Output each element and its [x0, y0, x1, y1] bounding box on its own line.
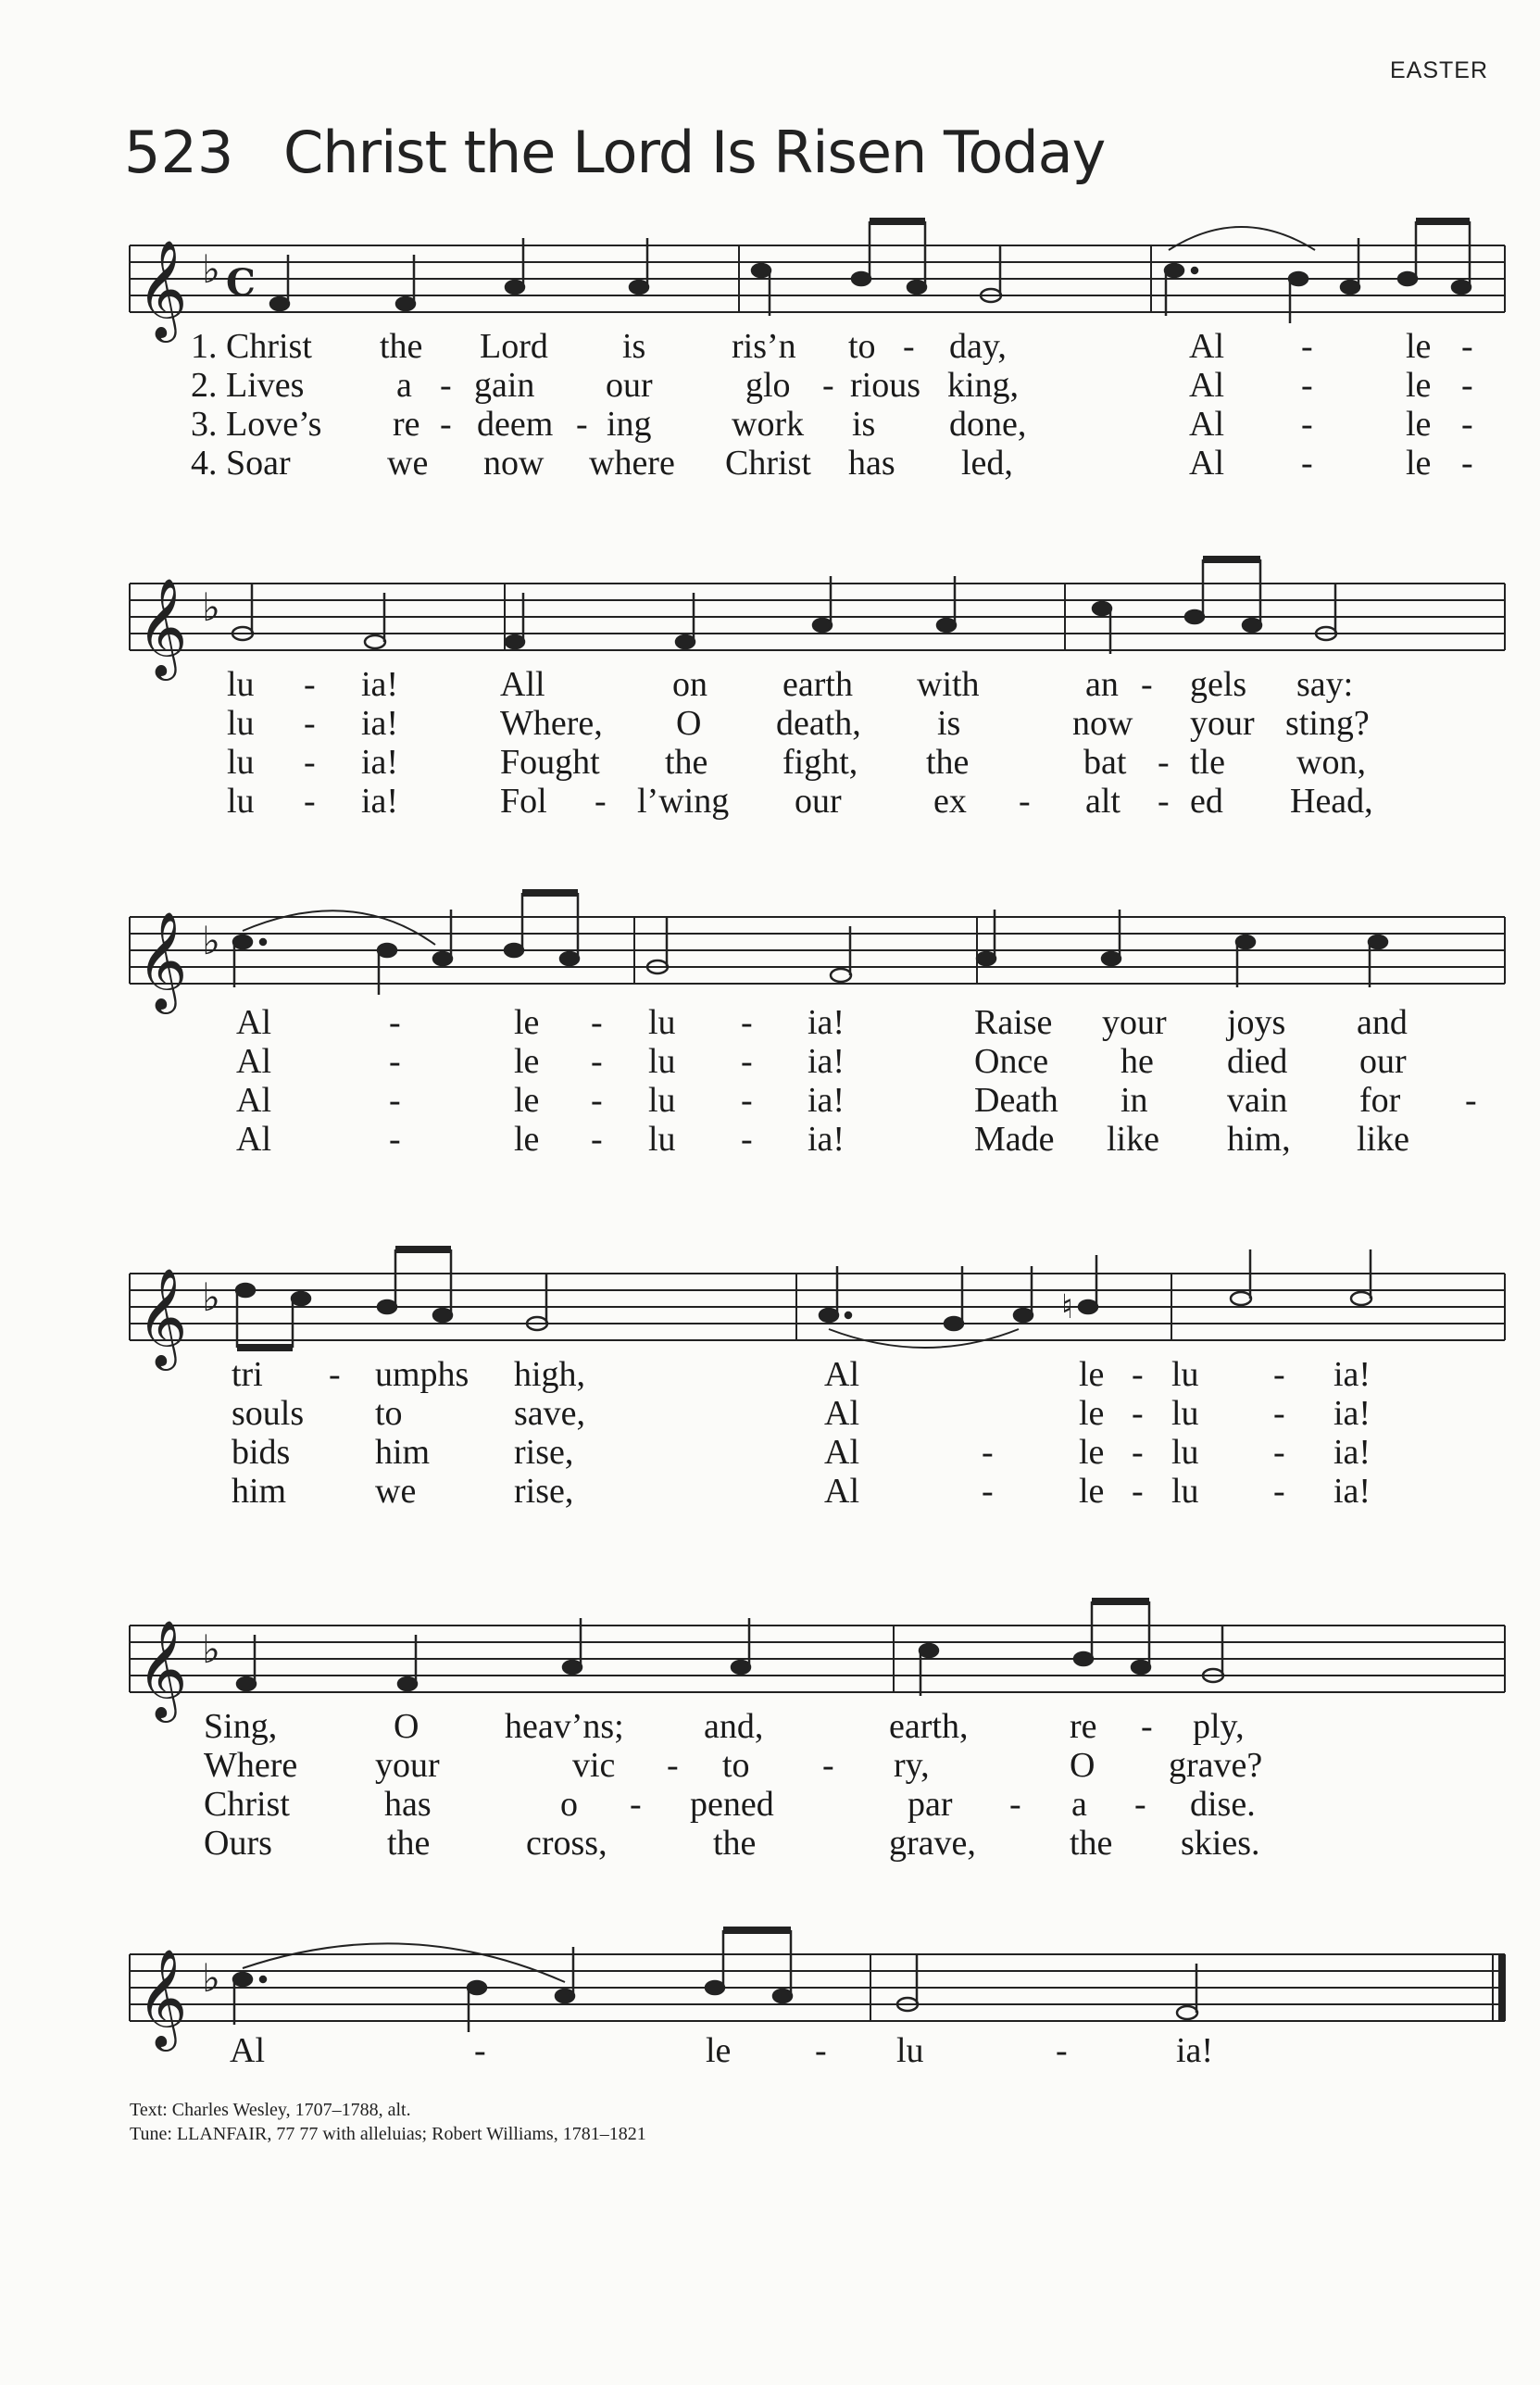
lyric-syllable: ia! — [808, 1120, 845, 1159]
lyric-syllable: ia! — [808, 1081, 845, 1120]
lyric-syllable: O — [394, 1707, 419, 1746]
lyric-syllable: le — [1406, 405, 1432, 444]
lyric-syllable: high, — [514, 1355, 586, 1394]
lyric-syllable: Raise — [974, 1003, 1053, 1042]
lyric-syllable: Made — [974, 1120, 1055, 1159]
lyric-syllable: - — [1132, 1355, 1144, 1394]
lyric-syllable: a — [396, 366, 412, 405]
lyric-syllable: 3. Love’s — [191, 405, 322, 444]
lyric-syllable: Al — [1189, 405, 1224, 444]
lyric-syllable: lu — [1171, 1394, 1199, 1433]
svg-text:♭: ♭ — [202, 918, 220, 963]
lyric-syllable: Al — [236, 1081, 271, 1120]
lyric-syllable: 1. Christ — [191, 327, 312, 366]
lyric-syllable: le — [1406, 366, 1432, 405]
svg-text:♭: ♭ — [202, 1626, 220, 1672]
lyric-syllable: to — [722, 1746, 750, 1785]
lyric-syllable: ry, — [894, 1746, 930, 1785]
lyric-syllable: lu — [227, 782, 255, 821]
lyric-syllable: 2. Lives — [191, 366, 305, 405]
lyric-syllable: on — [672, 665, 707, 704]
lyric-syllable: - — [1273, 1472, 1285, 1511]
lyric-syllable: ply, — [1193, 1707, 1245, 1746]
lyric-syllable: work — [732, 405, 805, 444]
lyric-syllable: le — [706, 2031, 732, 2070]
lyric-syllable: le — [1406, 444, 1432, 483]
lyric-syllable: like — [1357, 1120, 1409, 1159]
lyric-syllable: - — [982, 1472, 994, 1511]
hymn-credits — [130, 2098, 646, 2146]
lyric-syllable: ia! — [361, 665, 399, 704]
hymn-title: Christ the Lord Is Risen Today — [283, 119, 1106, 186]
lyric-syllable: ia! — [361, 743, 399, 782]
lyric-syllable: - — [1461, 405, 1473, 444]
lyric-syllable: - — [1132, 1394, 1144, 1433]
lyric-syllable: le — [514, 1042, 540, 1081]
lyric-syllable: and, — [704, 1707, 764, 1746]
lyric-syllable: souls — [232, 1394, 305, 1433]
svg-text:𝄞: 𝄞 — [137, 910, 188, 1010]
lyric-syllable: your — [1190, 704, 1255, 743]
lyric-syllable: 4. Soar — [191, 444, 291, 483]
lyric-syllable: fight, — [783, 743, 858, 782]
lyric-syllable: o — [560, 1785, 578, 1824]
lyric-syllable: has — [384, 1785, 432, 1824]
lyric-syllable: like — [1107, 1120, 1159, 1159]
lyric-syllable: - — [1273, 1433, 1285, 1472]
section-label: EASTER — [1389, 57, 1488, 83]
lyric-syllable: skies. — [1181, 1824, 1260, 1863]
lyric-syllable: - — [1132, 1433, 1144, 1472]
lyric-syllable: - — [630, 1785, 642, 1824]
svg-text:♮: ♮ — [1061, 1288, 1073, 1326]
lyric-syllable: rise, — [514, 1472, 574, 1511]
lyric-syllable: where — [589, 444, 675, 483]
lyric-syllable: Fol — [500, 782, 547, 821]
lyric-syllable: lu — [896, 2031, 924, 2070]
lyric-syllable: our — [795, 782, 842, 821]
lyric-syllable: Head, — [1290, 782, 1373, 821]
lyric-syllable: ia! — [1333, 1394, 1371, 1433]
lyric-syllable: sting? — [1285, 704, 1370, 743]
lyric-syllable: lu — [1171, 1472, 1199, 1511]
lyric-syllable: - — [741, 1081, 753, 1120]
lyric-syllable: - — [1301, 366, 1313, 405]
lyric-syllable: Al — [824, 1355, 859, 1394]
lyric-syllable: pened — [690, 1785, 774, 1824]
lyric-syllable: with — [917, 665, 980, 704]
svg-text:𝄞: 𝄞 — [137, 577, 188, 676]
lyric-syllable: - — [1134, 1785, 1146, 1824]
lyric-syllable: par — [908, 1785, 953, 1824]
lyric-syllable: lu — [1171, 1355, 1199, 1394]
lyric-syllable: - — [474, 2031, 486, 2070]
lyric-syllable: is — [852, 405, 876, 444]
lyric-syllable: now — [1072, 704, 1133, 743]
lyric-syllable: - — [1461, 444, 1473, 483]
lyric-syllable: - — [822, 366, 834, 405]
lyric-syllable: our — [1359, 1042, 1407, 1081]
lyric-syllable: l’wing — [637, 782, 730, 821]
lyric-syllable: the — [380, 327, 423, 366]
lyric-syllable: le — [1079, 1394, 1105, 1433]
svg-text:𝄞: 𝄞 — [137, 1267, 188, 1366]
lyric-syllable: - — [667, 1746, 679, 1785]
lyric-syllable: is — [622, 327, 646, 366]
lyric-syllable: - — [1141, 665, 1153, 704]
lyric-syllable: lu — [648, 1003, 676, 1042]
lyric-syllable: - — [1141, 1707, 1153, 1746]
lyric-syllable: heav’ns; — [505, 1707, 624, 1746]
lyric-syllable: ex — [933, 782, 967, 821]
lyric-syllable: - — [1132, 1472, 1144, 1511]
lyric-syllable: le — [514, 1003, 540, 1042]
svg-text:♭: ♭ — [202, 584, 220, 630]
lyric-syllable: led, — [961, 444, 1013, 483]
lyric-syllable: Al — [236, 1042, 271, 1081]
lyric-syllable: grave, — [889, 1824, 976, 1863]
lyric-syllable: glo — [745, 366, 791, 405]
lyric-syllable: in — [1121, 1081, 1148, 1120]
lyric-syllable: - — [741, 1120, 753, 1159]
lyric-syllable: to — [375, 1394, 403, 1433]
lyric-syllable: - — [595, 782, 607, 821]
lyric-syllable: - — [591, 1003, 603, 1042]
lyric-syllable: him — [375, 1433, 431, 1472]
lyric-syllable: O — [676, 704, 702, 743]
lyric-syllable: lu — [227, 704, 255, 743]
lyric-syllable: - — [329, 1355, 341, 1394]
lyric-syllable: - — [1009, 1785, 1021, 1824]
lyric-syllable: - — [1056, 2031, 1068, 2070]
svg-text:♭: ♭ — [202, 1274, 220, 1320]
lyric-syllable: the — [665, 743, 708, 782]
lyric-syllable: le — [1079, 1433, 1105, 1472]
lyric-syllable: gels — [1190, 665, 1247, 704]
svg-text:𝄞: 𝄞 — [137, 239, 188, 338]
lyric-syllable: - — [1465, 1081, 1477, 1120]
lyric-syllable: him, — [1227, 1120, 1291, 1159]
lyric-syllable: earth, — [889, 1707, 969, 1746]
lyric-syllable: lu — [227, 743, 255, 782]
lyric-syllable: is — [937, 704, 961, 743]
lyric-syllable: Al — [824, 1472, 859, 1511]
lyric-syllable: - — [440, 366, 452, 405]
svg-text:C: C — [226, 261, 256, 305]
lyric-syllable: ia! — [1333, 1355, 1371, 1394]
tune-credit: Tune: LLANFAIR, 77 77 with alleluias; Robert Williams, 1781–1821 — [130, 2124, 646, 2144]
lyric-syllable: Al — [236, 1120, 271, 1159]
lyric-syllable: - — [591, 1120, 603, 1159]
lyric-syllable: grave? — [1169, 1746, 1263, 1785]
lyric-syllable: - — [389, 1120, 401, 1159]
lyric-syllable: Al — [1189, 327, 1224, 366]
lyric-syllable: Where, — [500, 704, 603, 743]
lyric-syllable: rious — [850, 366, 920, 405]
lyric-syllable: has — [848, 444, 895, 483]
lyric-syllable: and — [1357, 1003, 1408, 1042]
lyric-syllable: cross, — [526, 1824, 607, 1863]
lyric-syllable: - — [304, 704, 316, 743]
lyric-syllable: - — [1461, 366, 1473, 405]
lyric-syllable: vic — [572, 1746, 616, 1785]
lyric-syllable: - — [389, 1003, 401, 1042]
lyric-syllable: lu — [1171, 1433, 1199, 1472]
lyric-syllable: - — [576, 405, 588, 444]
lyric-syllable: Al — [1189, 366, 1224, 405]
lyric-syllable: vain — [1227, 1081, 1288, 1120]
lyric-syllable: lu — [648, 1042, 676, 1081]
lyric-syllable: a — [1071, 1785, 1087, 1824]
lyric-syllable: an — [1085, 665, 1119, 704]
hymn-number: 523 — [124, 119, 234, 186]
lyric-syllable: we — [387, 444, 429, 483]
lyric-syllable: death, — [776, 704, 861, 743]
lyric-syllable: - — [815, 2031, 827, 2070]
lyric-syllable: dise. — [1190, 1785, 1256, 1824]
lyric-syllable: Once — [974, 1042, 1049, 1081]
lyric-syllable: - — [389, 1042, 401, 1081]
lyric-syllable: your — [375, 1746, 440, 1785]
lyric-syllable: ia! — [361, 704, 399, 743]
lyric-syllable: king, — [947, 366, 1020, 405]
lyric-syllable: our — [606, 366, 653, 405]
lyric-syllable: rise, — [514, 1433, 574, 1472]
lyric-syllable: ing — [607, 405, 652, 444]
lyric-syllable: save, — [514, 1394, 586, 1433]
lyric-syllable: day, — [949, 327, 1007, 366]
lyric-syllable: lu — [227, 665, 255, 704]
lyric-syllable: alt — [1085, 782, 1121, 821]
lyric-syllable: le — [514, 1081, 540, 1120]
lyric-syllable: re — [393, 405, 420, 444]
music-staff-3 — [0, 880, 1540, 1019]
lyric-syllable: the — [926, 743, 970, 782]
lyric-syllable: All — [500, 665, 545, 704]
lyric-syllable: deem — [477, 405, 554, 444]
lyric-syllable: tri — [232, 1355, 263, 1394]
lyric-syllable: Ours — [204, 1824, 272, 1863]
lyric-syllable: Christ — [725, 444, 811, 483]
lyric-syllable: Christ — [204, 1785, 290, 1824]
lyric-syllable: now — [483, 444, 545, 483]
lyric-syllable: done, — [949, 405, 1027, 444]
lyric-syllable: Death — [974, 1081, 1058, 1120]
lyric-syllable: O — [1070, 1746, 1096, 1785]
lyric-syllable: Al — [824, 1433, 859, 1472]
lyric-syllable: ia! — [1333, 1472, 1371, 1511]
lyric-syllable: - — [440, 405, 452, 444]
lyric-syllable: Sing, — [204, 1707, 278, 1746]
lyric-syllable: - — [1158, 743, 1170, 782]
lyric-syllable: say: — [1296, 665, 1354, 704]
lyric-syllable: - — [982, 1433, 994, 1472]
lyric-syllable: bids — [232, 1433, 291, 1472]
lyric-syllable: - — [389, 1081, 401, 1120]
lyric-syllable: - — [1273, 1394, 1285, 1433]
lyric-syllable: - — [1301, 405, 1313, 444]
lyric-syllable: ia! — [808, 1003, 845, 1042]
lyric-syllable: lu — [648, 1120, 676, 1159]
lyric-syllable: - — [1301, 327, 1313, 366]
lyric-syllable: bat — [1083, 743, 1127, 782]
lyric-syllable: ris’n — [732, 327, 796, 366]
svg-text:♭: ♭ — [202, 1955, 220, 2001]
lyric-syllable: ia! — [808, 1042, 845, 1081]
lyric-syllable: le — [514, 1120, 540, 1159]
lyric-syllable: Al — [824, 1394, 859, 1433]
text-credit: Text: Charles Wesley, 1707–1788, alt. — [130, 2100, 411, 2120]
lyric-syllable: lu — [648, 1081, 676, 1120]
lyric-syllable: - — [822, 1746, 834, 1785]
lyric-syllable: ia! — [1176, 2031, 1214, 2070]
lyric-syllable: - — [591, 1042, 603, 1081]
lyric-syllable: - — [1461, 327, 1473, 366]
lyric-syllable: for — [1359, 1081, 1401, 1120]
lyric-syllable: won, — [1296, 743, 1366, 782]
lyric-syllable: Al — [1189, 444, 1224, 483]
lyric-syllable: Al — [236, 1003, 271, 1042]
lyric-syllable: ia! — [1333, 1433, 1371, 1472]
svg-text:♭: ♭ — [202, 246, 220, 292]
lyric-syllable: ia! — [361, 782, 399, 821]
lyric-syllable: - — [903, 327, 915, 366]
lyric-syllable: le — [1079, 1472, 1105, 1511]
svg-text:𝄞: 𝄞 — [137, 1948, 188, 2047]
lyric-syllable: re — [1070, 1707, 1097, 1746]
lyric-syllable: your — [1102, 1003, 1167, 1042]
lyric-syllable: Where — [204, 1746, 298, 1785]
lyric-syllable: joys — [1227, 1003, 1286, 1042]
lyric-syllable: Fought — [500, 743, 600, 782]
lyric-syllable: died — [1227, 1042, 1288, 1081]
lyric-syllable: him — [232, 1472, 287, 1511]
lyric-syllable: the — [387, 1824, 431, 1863]
lyric-syllable: the — [1070, 1824, 1113, 1863]
lyric-syllable: - — [741, 1042, 753, 1081]
lyric-syllable: - — [1273, 1355, 1285, 1394]
lyric-syllable: umphs — [375, 1355, 470, 1394]
lyric-syllable: - — [304, 665, 316, 704]
lyric-syllable: le — [1079, 1355, 1105, 1394]
lyric-syllable: - — [304, 743, 316, 782]
lyric-syllable: we — [375, 1472, 417, 1511]
lyric-syllable: tle — [1190, 743, 1225, 782]
lyric-syllable: ed — [1190, 782, 1223, 821]
lyric-syllable: - — [741, 1003, 753, 1042]
lyric-syllable: to — [848, 327, 876, 366]
lyric-syllable: earth — [783, 665, 853, 704]
lyric-syllable: le — [1406, 327, 1432, 366]
svg-text:𝄞: 𝄞 — [137, 1619, 188, 1718]
lyric-syllable: gain — [474, 366, 535, 405]
lyric-syllable: Al — [230, 2031, 265, 2070]
lyric-syllable: - — [1301, 444, 1313, 483]
lyric-syllable: Lord — [480, 327, 548, 366]
lyric-syllable: - — [304, 782, 316, 821]
lyric-syllable: - — [1158, 782, 1170, 821]
lyric-syllable: - — [1019, 782, 1031, 821]
lyric-syllable: the — [713, 1824, 757, 1863]
lyric-syllable: he — [1121, 1042, 1154, 1081]
lyric-syllable: - — [591, 1081, 603, 1120]
